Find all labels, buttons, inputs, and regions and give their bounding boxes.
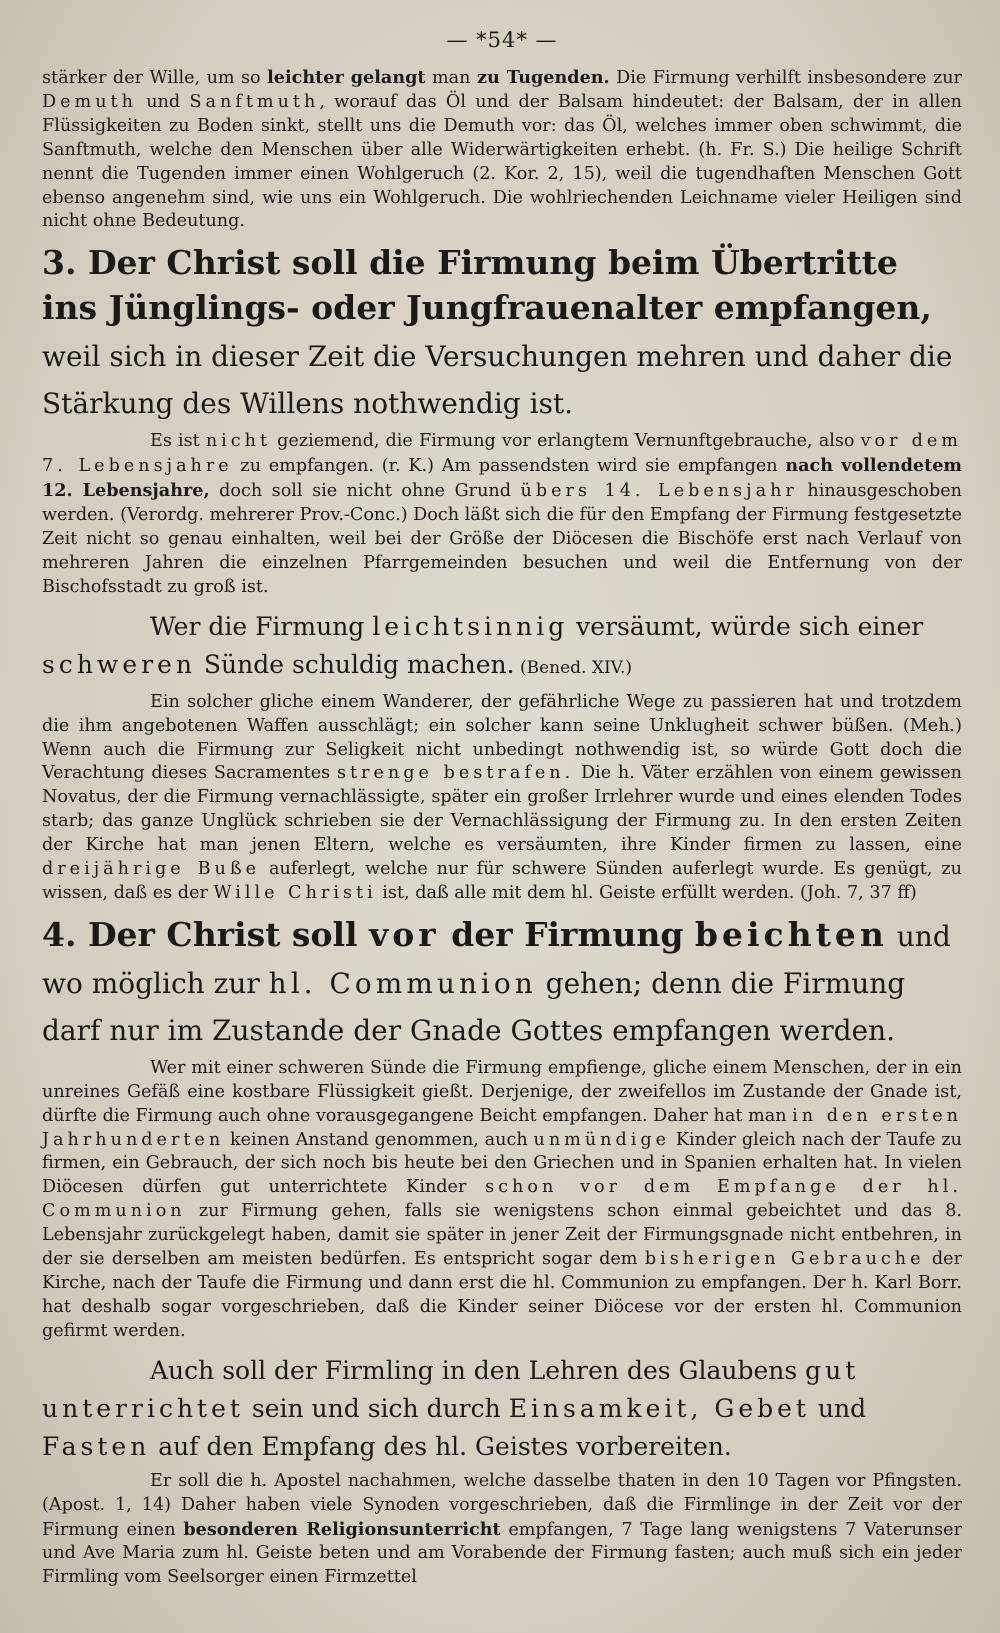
spaced-run: Wille Christi: [213, 882, 377, 903]
paragraph-2: [42, 430, 962, 599]
text-run: keinen Anstand genommen, auch: [224, 1129, 534, 1150]
text-run: hinausgeschoben werden. (Verordg. mehrerer Prov.-Conc.) Doch läßt sich die für den Empfang der Firmung festgesetzte Zeit nicht so genau einhalten, weil bei der Größe der Diöcesen die Bischöfe erst nach Verlauf von mehreren Jahren die einzelnen Pfarrgemeinden besuchen und weil die Entfernung von der Bischofsstadt zu groß ist.: [42, 481, 962, 597]
heading-continuation: weil sich in dieser Zeit die Versuchungen mehren und daher die Stärkung des Willens nothwendig ist.: [42, 340, 953, 421]
text-run: und: [136, 91, 190, 112]
spaced-run: Sanftmuth: [189, 91, 320, 112]
spaced-run: dreijährige Buße: [42, 859, 261, 880]
text-run: auferlegt, welche nur für schwere Sünden auferlegt wurde. Es genügt, zu wissen, daß es der: [42, 859, 962, 903]
bold-run: nach vollendetem 12. Lebensjahre,: [42, 455, 962, 502]
text-run: Die h. Väter erzählen von einem gewissen Novatus, der die Firmung vernachlässigte, später ein großer Irrlehrer wurde und eines elenden Todes starb; das ganze Unglück schrieben sie der Vernachlässigung der Firmung zu. In den ersten Zeiten der Kirche hat man jenen Eltern, welche es versäumten, ihre Kinder firmen zu lassen, eine: [42, 763, 962, 856]
spaced-run: bisherigen Gebrauche: [644, 1249, 925, 1270]
text-run: Es ist: [150, 431, 206, 452]
bold-run: zu Tugenden.: [476, 67, 610, 88]
text-run: stärker der Wille, um so: [42, 68, 268, 88]
text-run: Die Firmung verhilft insbesondere zur: [609, 68, 962, 88]
text-run: der Kirche, nach der Taufe die Firmung und dann erst die hl. Communion zu empfangen. Der h. Karl Borr. hat deshalb sogar vorgeschrieben, daß die Kinder seiner Diöcese vor der ersten hl. Communion gefirmt werden.: [42, 1249, 963, 1341]
text-run: zur Firmung gehen, falls sie wenigstens schon einmal gebeichtet und das 8. Lebensjahr zurückgelegt haben, damit sie später in jener Zeit der Firmungsgnade nicht entbehren, in der sie derselben am meisten bedürfen. Es entspricht sogar dem: [42, 1201, 962, 1270]
heading-text: der Firmung: [439, 914, 695, 954]
paragraph-6: [42, 1470, 962, 1591]
text-run: Kinder gleich nach der Taufe zu firmen, ein Gebrauch, der sich noch bis heute bei den Griechen und in Spanien erhalten hat. In vielen Diöcesen dürfen gut unterrichtete Kinder: [42, 1129, 962, 1198]
section-heading-3: [42, 240, 962, 426]
spaced-run: leichtsinnig: [372, 611, 569, 641]
text-run: man: [425, 68, 477, 88]
citation: (Bened. XIV.): [514, 657, 632, 678]
text-run: Ein solcher gliche einem Wanderer, der gefährliche Wege zu passieren hat und trotzdem die ihm angebotenen Waffen ausschlägt; ein solcher kann seine Unklugheit schwer büßen. (Meh.) Wenn auch die Firmung zur Seligkeit nicht unbedingt nothwendig ist, so würde Gott doch die Verachtung dieses Sacramentes: [42, 691, 962, 784]
heading-continuation: gehen; denn die Firmung darf nur im Zustande der Gnade Gottes empfangen werden.: [42, 966, 906, 1047]
heading-spaced: beichten: [694, 914, 888, 954]
paragraph-1: [42, 66, 962, 234]
spaced-run: unmündige: [533, 1129, 671, 1150]
paragraph-4: [42, 691, 962, 906]
spaced-run: gut unterrichtet: [42, 1355, 860, 1423]
spaced-run: strenge bestrafen.: [336, 763, 575, 784]
spaced-run: übers 14. Lebensjahr: [520, 481, 798, 502]
heading-spaced: vor: [369, 914, 440, 954]
bold-run: leichter gelangt: [267, 67, 426, 88]
text-run: , worauf das Öl und der Balsam hindeutet: der Balsam, der in allen Flüssigkeiten zu Boden sinkt, stellt uns die Demuth vor: das Öl, welches immer oben schwimmt, die Sanftmuth, welche den Menschen über alle Widerwärtigkeiten erhebt. (h. Fr. S.) Die heilige Schrift nennt die Tugenden immer einen Wohlgeruch (2. Kor. 2, 15), weil die tugendhaften Menschen Gott ebenso angenehm sind, wie uns ein Wohlgeruch. Die wohlriechenden Leichname vieler Heiligen sind nicht ohne Bedeutung.: [42, 91, 962, 232]
paragraph-5: [42, 1057, 962, 1344]
spaced-run: Demuth: [42, 91, 137, 112]
heading-text: 4. Der Christ soll: [42, 914, 370, 954]
text-run: sein und sich durch: [243, 1393, 509, 1423]
spaced-run: schweren: [42, 649, 196, 679]
emphasis-paragraph-3: [42, 608, 962, 687]
heading-continuation-spaced: hl. Communion: [268, 966, 537, 1000]
spaced-run: Einsamkeit, Gebet: [508, 1393, 810, 1423]
text-run: auf den Empfang des hl. Geistes vorbereiten.: [150, 1431, 732, 1461]
text-run: zu empfangen. (r. K.) Am passendsten wird sie empfangen: [232, 456, 786, 477]
spaced-run: Fasten: [42, 1431, 151, 1461]
text-run: Sünde schuldig machen.: [195, 649, 515, 679]
bold-run: besonderen Religionsunterricht: [183, 1518, 501, 1540]
text-run: ist, daß alle mit dem hl. Geiste erfüllt werden. (Joh. 7, 37 ff): [376, 882, 917, 903]
emphasis-paragraph-5: [42, 1352, 962, 1466]
text-run: geziemend, die Firmung vor erlangtem Vernunftgebrauche, also: [271, 431, 861, 452]
spaced-run: nicht: [205, 431, 272, 452]
spaced-run: schon vor dem Empfange der hl. Communion: [42, 1177, 962, 1222]
text-run: versäumt, würde sich einer: [568, 611, 924, 641]
text-run: und: [809, 1393, 867, 1423]
heading-text: 3. Der Christ soll die Firmung beim Übertritte ins Jünglings- oder Jungfrauenalter empfangen,: [42, 243, 932, 328]
text-run: doch soll sie nicht ohne Grund: [209, 481, 521, 502]
spaced-run: in den ersten Jahrhunderten: [42, 1105, 962, 1150]
text-run: Er soll die h. Apostel nachahmen, welche dasselbe thaten in den 10 Tagen vor Pfingsten. (Apost. 1, 14) Daher haben viele Synoden vorgeschrieben, daß die Firmlinge in der Zeit vor der Firmung einen: [42, 1470, 962, 1540]
text-run: Wer mit einer schweren Sünde die Firmung empfienge, gliche einem Menschen, der in ein unreines Gefäß eine kostbare Flüssigkeit gießt. Derjenige, der zweifellos im Zustande der Gnade ist, dürfte die Firmung auch ohne vorausgegangene Beicht empfangen. Daher hat man: [42, 1057, 962, 1126]
section-heading-4: [42, 912, 962, 1053]
spaced-run: vor dem 7. Lebensjahre: [42, 431, 962, 477]
text-run: Wer die Firmung: [150, 611, 373, 641]
text-run: Auch soll der Firmling in den Lehren des Glaubens: [150, 1355, 806, 1385]
page-number: — *54* —: [446, 28, 558, 52]
heading-continuation: und wo möglich zur: [42, 919, 951, 1000]
text-run: empfangen, 7 Tage lang wenigstens 7 Vaterunser und Ave Maria zum hl. Geiste beten und am Vorabende der Firmung fasten; auch muß sich ein jeder Firmling vom Seelsorger einen Firmzettel: [42, 1519, 962, 1588]
